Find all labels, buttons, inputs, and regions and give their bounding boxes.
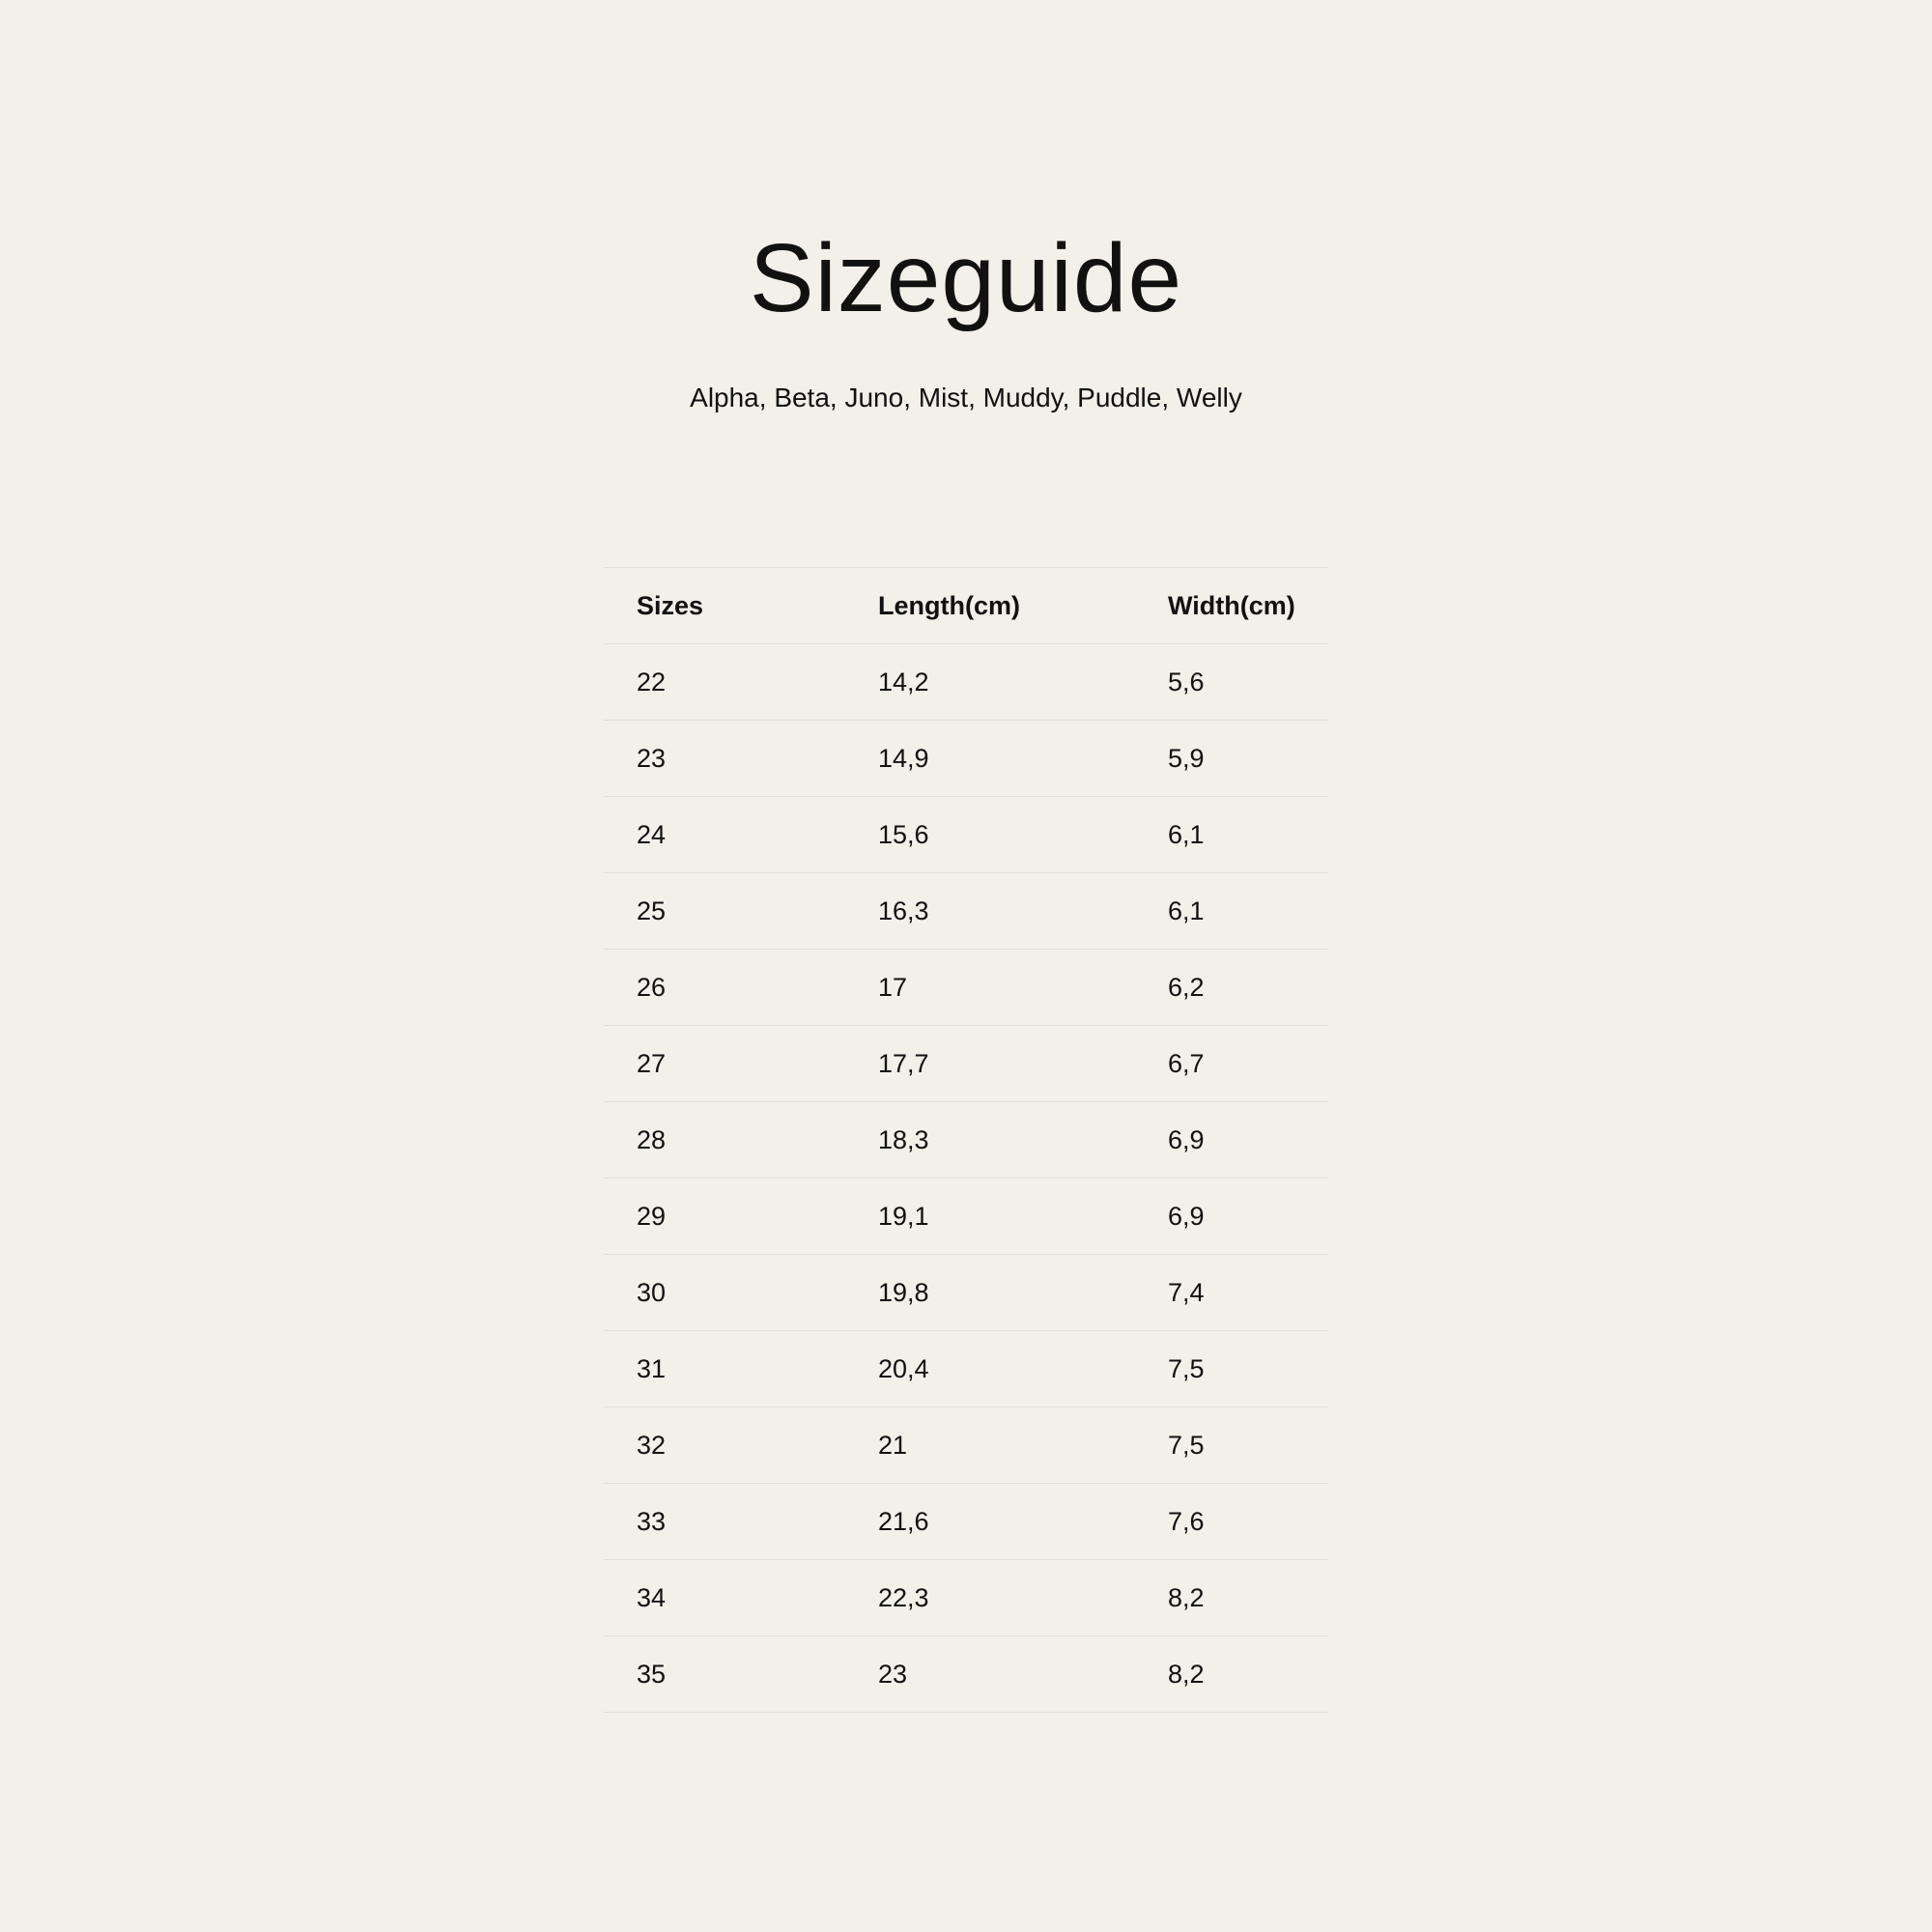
length-cell: 14,9 xyxy=(845,721,1135,797)
table-row xyxy=(604,797,1328,873)
width-cell: 6,2 xyxy=(1135,950,1328,1026)
width-cell: 7,5 xyxy=(1135,1331,1328,1407)
width-cell: 7,6 xyxy=(1135,1484,1328,1560)
size-cell: 31 xyxy=(604,1331,845,1407)
size-cell: 27 xyxy=(604,1026,845,1102)
width-cell: 5,9 xyxy=(1135,721,1328,797)
table-row xyxy=(604,1026,1328,1102)
width-cell: 6,9 xyxy=(1135,1179,1328,1255)
size-cell: 26 xyxy=(604,950,845,1026)
width-cell: 7,4 xyxy=(1135,1255,1328,1331)
size-cell: 34 xyxy=(604,1560,845,1636)
length-cell: 19,8 xyxy=(845,1255,1135,1331)
size-guide-table xyxy=(604,567,1328,1713)
length-cell: 19,1 xyxy=(845,1179,1135,1255)
width-cell: 6,7 xyxy=(1135,1026,1328,1102)
table-row xyxy=(604,1484,1328,1560)
column-header-sizes: Sizes xyxy=(604,568,845,644)
length-cell: 16,3 xyxy=(845,873,1135,950)
width-cell: 6,1 xyxy=(1135,797,1328,873)
product-list-subtitle: Alpha, Beta, Juno, Mist, Muddy, Puddle, Welly xyxy=(690,383,1242,412)
length-cell: 20,4 xyxy=(845,1331,1135,1407)
size-cell: 33 xyxy=(604,1484,845,1560)
length-cell: 15,6 xyxy=(845,797,1135,873)
table-row xyxy=(604,1331,1328,1407)
table-header-row xyxy=(604,568,1328,644)
page-title: Sizeguide xyxy=(749,224,1183,332)
size-cell: 28 xyxy=(604,1102,845,1179)
length-cell: 18,3 xyxy=(845,1102,1135,1179)
column-header-width: Width(cm) xyxy=(1135,568,1328,644)
width-cell: 6,1 xyxy=(1135,873,1328,950)
table-row xyxy=(604,873,1328,950)
size-cell: 30 xyxy=(604,1255,845,1331)
size-cell: 29 xyxy=(604,1179,845,1255)
column-header-length: Length(cm) xyxy=(845,568,1135,644)
length-cell: 17,7 xyxy=(845,1026,1135,1102)
length-cell: 21,6 xyxy=(845,1484,1135,1560)
table-row xyxy=(604,1102,1328,1179)
table-row xyxy=(604,721,1328,797)
length-cell: 14,2 xyxy=(845,644,1135,721)
table-row xyxy=(604,644,1328,721)
length-cell: 23 xyxy=(845,1636,1135,1713)
table-row xyxy=(604,1407,1328,1484)
size-cell: 22 xyxy=(604,644,845,721)
table-row xyxy=(604,1560,1328,1636)
size-cell: 35 xyxy=(604,1636,845,1713)
table-row xyxy=(604,1636,1328,1713)
length-cell: 22,3 xyxy=(845,1560,1135,1636)
size-cell: 25 xyxy=(604,873,845,950)
length-cell: 21 xyxy=(845,1407,1135,1484)
width-cell: 6,9 xyxy=(1135,1102,1328,1179)
width-cell: 5,6 xyxy=(1135,644,1328,721)
table-row xyxy=(604,1255,1328,1331)
width-cell: 7,5 xyxy=(1135,1407,1328,1484)
table-row xyxy=(604,950,1328,1026)
size-cell: 23 xyxy=(604,721,845,797)
size-cell: 32 xyxy=(604,1407,845,1484)
size-cell: 24 xyxy=(604,797,845,873)
width-cell: 8,2 xyxy=(1135,1636,1328,1713)
width-cell: 8,2 xyxy=(1135,1560,1328,1636)
table-row xyxy=(604,1179,1328,1255)
length-cell: 17 xyxy=(845,950,1135,1026)
